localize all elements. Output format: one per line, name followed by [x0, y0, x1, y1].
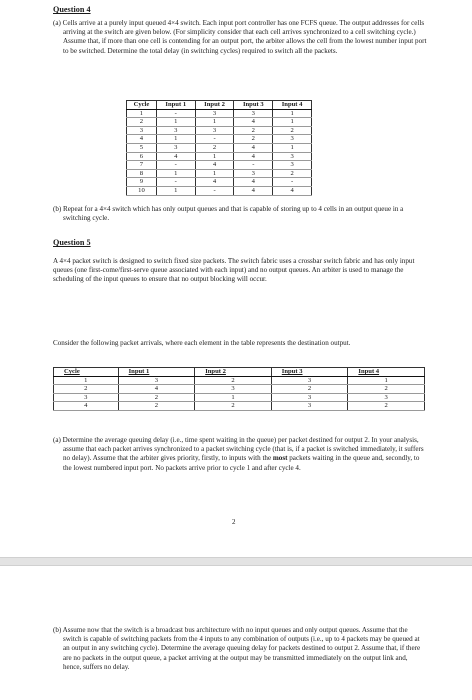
table-header-cell: Cycle [54, 368, 119, 377]
table-cell: 3 [54, 393, 119, 402]
table-cell: 2 [348, 385, 425, 394]
table-cell: 1 [156, 186, 195, 195]
table-cell: 3 [271, 402, 348, 411]
part-a-emphasis: most [272, 454, 288, 463]
table-cell: 3 [234, 169, 273, 178]
part-a-text-1: (a) Determine the average queuing delay (i.e., time spent waiting in the queue) per packet destined for output 2. In your analysis, assume that each packet arrives synchronized to a packet switching cycle (that is, if a packet is switched immediately, it suffers no delay). Assume that the arbiter gives priority, firstly, to inputs with the [53, 436, 424, 463]
table-cell: 1 [156, 135, 195, 144]
question-4-heading: Question 4 [53, 5, 91, 14]
question-5-consider: Consider the following packet arrivals, where each element in the table represents the destination output. [53, 339, 351, 347]
table-cell: 4 [195, 161, 234, 170]
table-cell: 1 [195, 169, 234, 178]
table-cell: - [156, 178, 195, 187]
table-cell: 3 [195, 385, 272, 394]
question-5-arrival-table [53, 367, 425, 411]
table-cell: 2 [273, 126, 312, 135]
table-cell: 1 [195, 393, 272, 402]
table-cell: - [234, 161, 273, 170]
table-row [127, 178, 312, 187]
part-a-text-2: packets waiting in the queue and, secondly, to the lowest numbered input port. No packets arrive prior to cycle 1 and after cycle 4. [63, 454, 420, 472]
table-cell: 3 [195, 126, 234, 135]
table-cell: 1 [195, 118, 234, 127]
table-cell: 2 [118, 402, 195, 411]
table-cell: 4 [234, 178, 273, 187]
table-cell: 4 [118, 385, 195, 394]
table-cell: 2 [234, 135, 273, 144]
table-cell: 4 [156, 152, 195, 161]
table-cell: 3 [156, 143, 195, 152]
table-cell: 2 [195, 402, 272, 411]
table-cell: 3 [273, 135, 312, 144]
table-row [127, 152, 312, 161]
table-cell: 2 [127, 118, 157, 127]
table-row [127, 109, 312, 118]
table-cell: 4 [234, 186, 273, 195]
table-row [127, 118, 312, 127]
table-cell: 3 [271, 393, 348, 402]
table-row [127, 169, 312, 178]
question-4-part-a: (a) Cells arrive at a purely input queued 4×4 switch. Each input port controller has one FCFS queue. The output addresses for cells arriving at the switch are given below. (For simplicity consider that each cell arrives synchronized to a cell switching cycle.) Assume that, if more than one cell is contending for an output port, the arbiter allows the cell from the lowest number input port to be switched. Determine the total delay (in switching cycles) required to switch all the packets. [53, 19, 427, 55]
table-row [54, 385, 425, 394]
table-cell: - [195, 186, 234, 195]
table-cell: - [273, 178, 312, 187]
table-cell: 4 [273, 186, 312, 195]
table-row [54, 376, 425, 385]
question-5-part-a [53, 436, 427, 473]
table-cell: 2 [234, 126, 273, 135]
table-row [127, 135, 312, 144]
table-cell: 2 [271, 385, 348, 394]
question-4-arrival-table [126, 100, 312, 196]
table-cell: 1 [195, 152, 234, 161]
table-cell: 3 [118, 376, 195, 385]
table-cell: 8 [127, 169, 157, 178]
table-cell: 4 [234, 118, 273, 127]
table-header-row [127, 101, 312, 110]
table-header-cell: Input 4 [348, 368, 425, 377]
table-cell: 5 [127, 143, 157, 152]
table-header-cell: Input 3 [271, 368, 348, 377]
table-cell: 2 [348, 402, 425, 411]
table-cell: 2 [54, 385, 119, 394]
table-cell: 2 [195, 143, 234, 152]
table-cell: 3 [234, 109, 273, 118]
table-cell: 10 [127, 186, 157, 195]
table-cell: 9 [127, 178, 157, 187]
question-5-part-b: (b) Assume now that the switch is a broadcast bus architecture with no input queues and only output queues. Assume that the switch is capable of switching packets from the 4 inputs to any combination of outputs (i.e., up to 4 packets may be queued at an output in any switching cycle). Determine the average queuing delay for packets destined to output 2. Assume that, if there are no packets in the output queue, a packet arriving at the output may be transmitted immediately on the output link and, hence, suffers no delay. [53, 626, 421, 671]
question-5-intro: A 4×4 packet switch is designed to switch fixed size packets. The switch fabric uses a crossbar switch fabric and has only input queues (one first-come/first-serve queue associated with each input) and no output queues. An arbiter is used to manage the scheduling of the input queues to ensure that no output blocking will occur. [53, 257, 415, 284]
table-cell: 3 [271, 376, 348, 385]
table-cell: 1 [348, 376, 425, 385]
table-header-cell: Input 3 [234, 101, 273, 110]
table-row [127, 126, 312, 135]
question-5-heading: Question 5 [53, 238, 91, 247]
table-cell: - [195, 135, 234, 144]
table-cell: 3 [273, 152, 312, 161]
table-cell: 3 [195, 109, 234, 118]
table-cell: 1 [273, 143, 312, 152]
table-header-cell: Input 4 [273, 101, 312, 110]
table-cell: 1 [273, 109, 312, 118]
table-cell: 1 [54, 376, 119, 385]
table-cell: - [156, 161, 195, 170]
table-cell: 3 [156, 126, 195, 135]
table-row [127, 186, 312, 195]
table-cell: 1 [273, 118, 312, 127]
table-cell: 4 [234, 143, 273, 152]
table-header-row [54, 368, 425, 377]
question-4-part-b: (b) Repeat for a 4×4 switch which has only output queues and that is capable of storing up to 4 cells in an output queue in a switching cycle. [53, 205, 404, 223]
table-cell: 2 [273, 169, 312, 178]
table-cell: 4 [127, 135, 157, 144]
table-cell: 2 [118, 393, 195, 402]
table-cell: 3 [348, 393, 425, 402]
table-cell: 3 [127, 126, 157, 135]
table-header-cell: Input 2 [195, 368, 272, 377]
table-header-cell: Cycle [127, 101, 157, 110]
table-cell: 1 [127, 109, 157, 118]
page-number: 2 [232, 518, 236, 526]
table-cell: 1 [156, 118, 195, 127]
document-page-2 [0, 566, 472, 700]
table-row [127, 161, 312, 170]
table-cell: 7 [127, 161, 157, 170]
table-header-cell: Input 1 [118, 368, 195, 377]
page-break [0, 557, 472, 566]
table-cell: 6 [127, 152, 157, 161]
table-header-cell: Input 1 [156, 101, 195, 110]
table-row [127, 143, 312, 152]
table-row [54, 393, 425, 402]
table-cell: 1 [156, 169, 195, 178]
table-cell: - [156, 109, 195, 118]
table-cell: 4 [195, 178, 234, 187]
table-cell: 4 [234, 152, 273, 161]
table-row [54, 402, 425, 411]
table-cell: 3 [273, 161, 312, 170]
table-cell: 2 [195, 376, 272, 385]
table-header-cell: Input 2 [195, 101, 234, 110]
table-cell: 4 [54, 402, 119, 411]
